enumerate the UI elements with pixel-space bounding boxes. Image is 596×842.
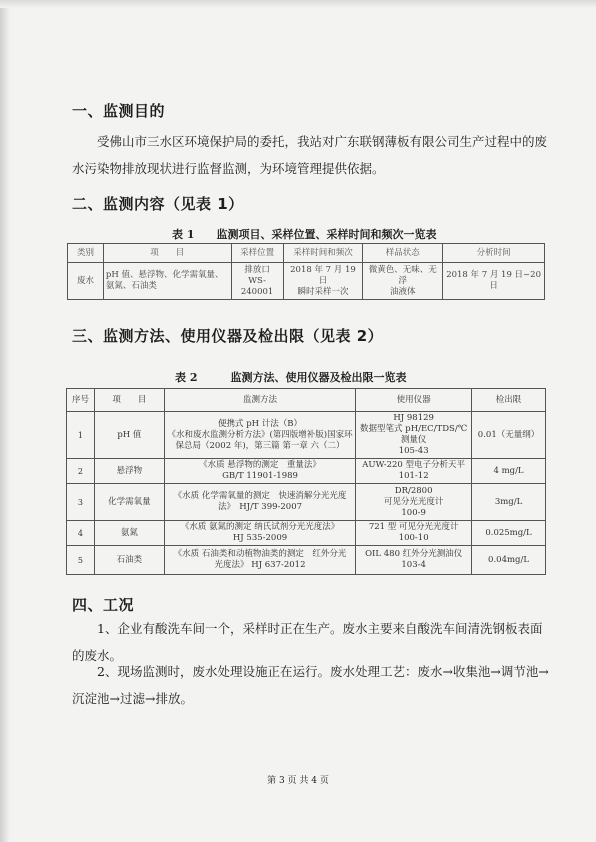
table1-header-cell: 采样时间和频次 bbox=[283, 244, 363, 263]
table2-header-cell: 序号 bbox=[67, 389, 95, 412]
scan-shadow-top bbox=[0, 0, 596, 8]
instrument-line: 100-10 bbox=[398, 533, 429, 543]
table1-time bbox=[283, 263, 363, 300]
row-limit: 0.01（无量纲） bbox=[472, 412, 546, 459]
row-instrument bbox=[356, 521, 472, 546]
instrument-line: AUW-220 型电子分析天平 bbox=[362, 460, 466, 470]
table2-header-cell: 检出限 bbox=[472, 389, 546, 412]
table1-header-cell: 样品状态 bbox=[363, 244, 443, 263]
section-heading-purpose: 一、监测目的 bbox=[72, 102, 166, 120]
table1-state bbox=[363, 263, 443, 300]
table1-header-cell: 分析时间 bbox=[443, 244, 545, 263]
row-number: 3 bbox=[67, 484, 95, 521]
method-line: 法》 HJ/T 399-2007 bbox=[218, 502, 303, 512]
table1-sampling-info bbox=[67, 243, 545, 300]
table1-location-line: 排放口 bbox=[244, 264, 270, 275]
method-line: GB/T 11901-1989 bbox=[222, 471, 298, 481]
table1-items: pH 值、悬浮物、化学需氧量、氨氮、石油类 bbox=[103, 263, 231, 300]
scan-shadow-left bbox=[0, 0, 10, 842]
row-item: 石油类 bbox=[94, 546, 164, 575]
row-method bbox=[164, 521, 355, 546]
row-item: pH 值 bbox=[94, 412, 164, 459]
row-instrument bbox=[356, 484, 472, 521]
method-line: 《水质 悬浮物的测定 重量法》 bbox=[199, 460, 321, 470]
method-line: 《水和废水监测分析方法》(第四版增补版)国家环保总局（2002 年)，第三篇 第一章 六（二） bbox=[167, 429, 353, 451]
section-text-purpose: 受佛山市三水区环境保护局的委托，我站对广东联钢薄板有限公司生产过程中的废水污染物排放现状进行监督监测，为环境管理提供依据。 bbox=[72, 134, 548, 176]
instrument-line: 可见分光光度计 bbox=[383, 496, 444, 507]
table2-caption: 表 2 监测方法、使用仪器及检出限一览表 bbox=[175, 371, 407, 384]
row-instrument bbox=[356, 412, 472, 459]
row-item: 悬浮物 bbox=[94, 459, 164, 484]
instrument-line: DR/2800 bbox=[394, 485, 433, 496]
conditions-paragraph-1: 1、企业有酸洗车间一个，采样时正在生产。废水主要来自酸洗车间清洗钢板表面的废水。 bbox=[72, 621, 543, 663]
instrument-line: 101-12 bbox=[398, 471, 429, 481]
table2-header-cell: 监测方法 bbox=[164, 389, 355, 412]
table-row bbox=[67, 459, 546, 484]
conditions-paragraph-2: 2、现场监测时，废水处理设施正在运行。废水处理工艺：废水→收集池→调节池→沉淀池→过滤→排放。 bbox=[72, 664, 549, 706]
row-number: 1 bbox=[67, 412, 95, 459]
table1-category: 废水 bbox=[68, 263, 104, 300]
table1-header-cell: 项 目 bbox=[103, 244, 231, 263]
row-instrument bbox=[356, 546, 472, 575]
row-method bbox=[164, 459, 355, 484]
section-heading-methods: 三、监测方法、使用仪器及检出限（见表 2） bbox=[72, 327, 384, 345]
instrument-line: 100-9 bbox=[401, 507, 426, 518]
row-method bbox=[164, 412, 355, 459]
method-line: 便携式 pH 计法（B） bbox=[218, 418, 303, 429]
section-heading-conditions: 四、工况 bbox=[72, 596, 135, 614]
method-line: 《水质 化学需氧量的测定 快速消解分光光度 bbox=[173, 491, 347, 501]
table2-header-cell: 项 目 bbox=[94, 389, 164, 412]
row-item: 氨氮 bbox=[94, 521, 164, 546]
row-number: 5 bbox=[67, 546, 95, 575]
table2-header-cell: 使用仪器 bbox=[356, 389, 472, 412]
table2-header-row bbox=[67, 389, 546, 412]
row-item: 化学需氧量 bbox=[94, 484, 164, 521]
table1-state-line: 油液体 bbox=[390, 286, 416, 297]
table1-location-line: WS-240001 bbox=[240, 275, 274, 297]
instrument-line: 105-43 bbox=[398, 446, 429, 456]
table1-analysis-time: 2018 年 7 月 19 日~20 日 bbox=[443, 263, 545, 300]
row-limit: 0.025mg/L bbox=[472, 521, 546, 546]
table2-methods bbox=[66, 388, 546, 575]
method-line: 光度法》 HJ 637-2012 bbox=[214, 560, 306, 570]
instrument-line: 数据型笔式 pH/EC/TDS/℃ bbox=[360, 424, 468, 434]
instrument-line: OIL 480 红外分光测油仪 bbox=[365, 549, 463, 559]
table-row bbox=[67, 546, 546, 575]
table1-location bbox=[231, 263, 283, 300]
table1-header-cell: 类别 bbox=[68, 244, 104, 263]
table-row bbox=[67, 412, 546, 459]
table1-caption: 表 1 监测项目、采样位置、采样时间和频次一览表 bbox=[172, 228, 437, 241]
method-line: 《水质 氨氮的测定 纳氏试剂分光光度法》 bbox=[180, 522, 340, 532]
row-method bbox=[164, 546, 355, 575]
section-heading-content: 二、监测内容（见表 1） bbox=[72, 195, 244, 213]
table-row bbox=[67, 484, 546, 521]
row-method bbox=[164, 484, 355, 521]
instrument-line: 测量仪 bbox=[400, 435, 427, 445]
table1-state-line: 微黄色、无味、无浮 bbox=[368, 264, 437, 286]
row-limit: 0.04mg/L bbox=[472, 546, 546, 575]
row-number: 4 bbox=[67, 521, 95, 546]
table-row bbox=[67, 521, 546, 546]
row-limit: 3mg/L bbox=[472, 484, 546, 521]
instrument-line: HJ 98129 bbox=[393, 413, 434, 423]
table1-header-cell: 采样位置 bbox=[231, 244, 283, 263]
table1-time-line: 2018 年 7 月 19 日 bbox=[290, 264, 356, 286]
table1-header-row bbox=[68, 244, 545, 263]
row-limit: 4 mg/L bbox=[472, 459, 546, 484]
method-line: 《水质 石油类和动植物油类的测定 红外分光 bbox=[173, 549, 347, 559]
method-line: HJ 535-2009 bbox=[232, 533, 288, 543]
row-number: 2 bbox=[67, 459, 95, 484]
table-row bbox=[68, 263, 545, 300]
page-number: 第 3 页 共 4 页 bbox=[267, 776, 329, 786]
instrument-line: 721 型 可见分光光度计 bbox=[368, 522, 459, 532]
instrument-line: 103-4 bbox=[401, 560, 426, 570]
page-footer bbox=[0, 773, 596, 786]
table1-time-line: 瞬时采样一次 bbox=[297, 286, 349, 297]
row-instrument bbox=[356, 459, 472, 484]
